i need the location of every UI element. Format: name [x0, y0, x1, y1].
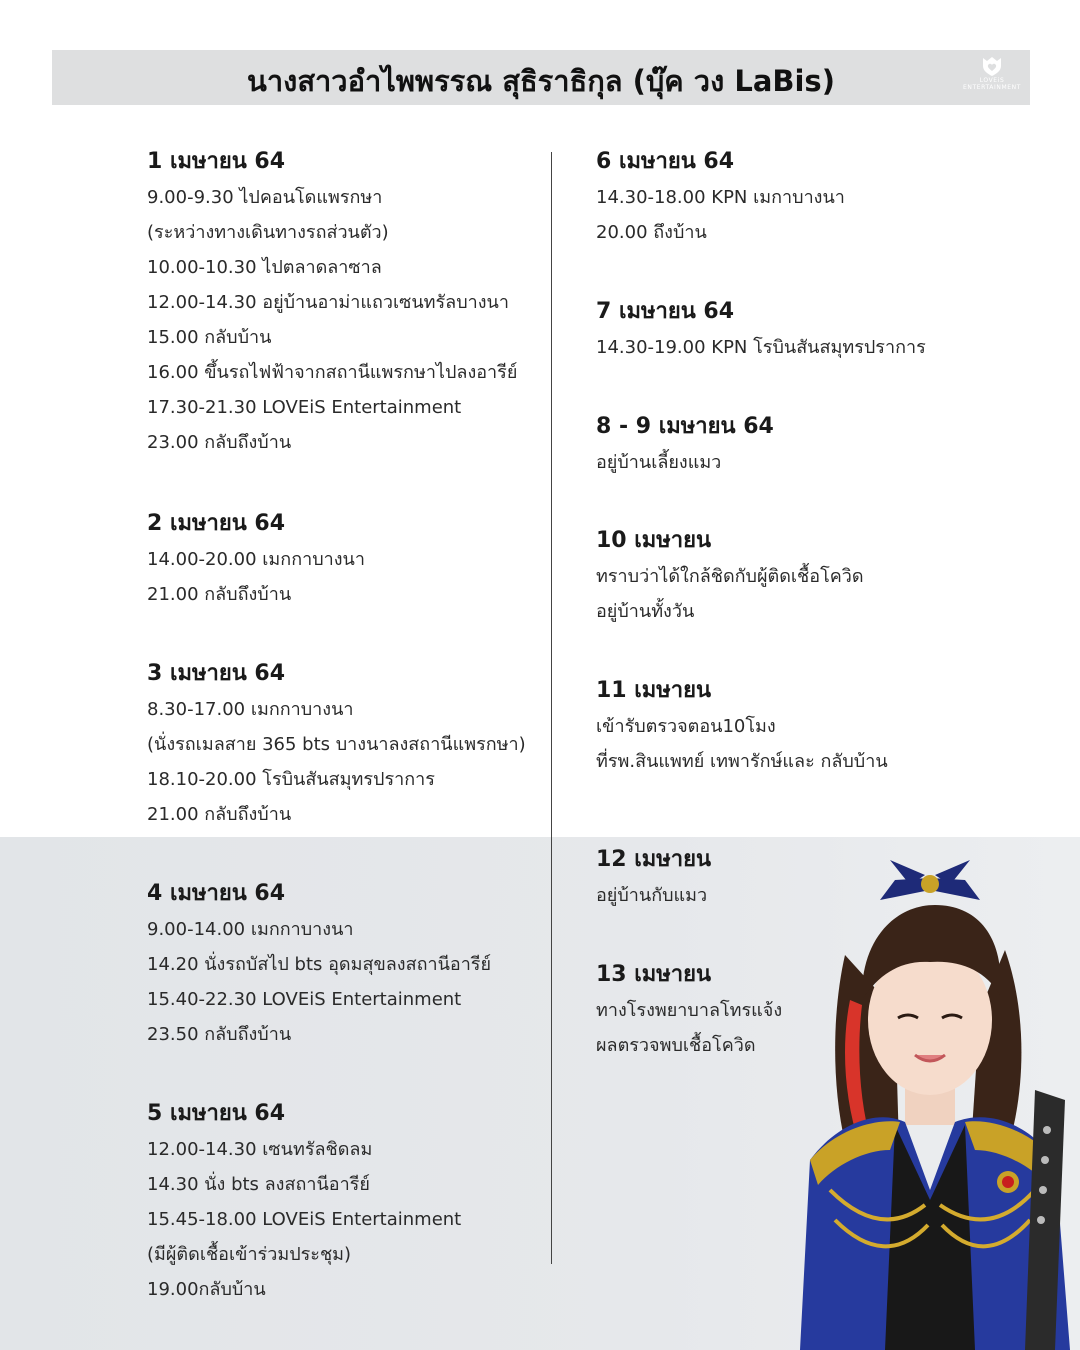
- schedule-day: [147, 1099, 461, 1307]
- activity-line: 10.00-10.30 ไปตลาดลาซาล: [147, 257, 382, 278]
- schedule-day: [596, 676, 888, 779]
- activity-line: (นั่งรถเมลสาย 365 bts บางนาลงสถานีแพรกษา): [147, 734, 526, 755]
- activity-line: 9.00-9.30 ไปคอนโดแพรกษา: [147, 187, 383, 208]
- loveis-logo: [958, 55, 1026, 101]
- day-date: 4 เมษายน 64: [147, 881, 286, 906]
- activity-line: (มีผู้ติดเชื้อเข้าร่วมประชุม): [147, 1244, 352, 1265]
- day-date: 3 เมษายน 64: [147, 661, 286, 686]
- activity-line: 9.00-14.00 เมกกาบางนา: [147, 919, 354, 940]
- page-title: นางสาวอำไพพรรณ สุธิราธิกุล (บุ๊ค วง LaBis): [247, 64, 835, 98]
- schedule-day: [596, 147, 845, 250]
- activity-line: 23.00 กลับถึงบ้าน: [147, 432, 292, 453]
- day-date: 7 เมษายน 64: [596, 299, 735, 324]
- activity-line: 21.00 กลับถึงบ้าน: [147, 584, 292, 605]
- activity-line: ที่รพ.สินแพทย์ เทพารักษ์และ กลับบ้าน: [596, 751, 888, 772]
- activity-line: 17.30-21.30 LOVEiS Entertainment: [147, 397, 462, 418]
- day-date: 1 เมษายน 64: [147, 149, 286, 174]
- schedule-day: [596, 526, 864, 629]
- column-divider: [551, 152, 552, 1264]
- day-date: 5 เมษายน 64: [147, 1101, 286, 1126]
- activity-line: ทางโรงพยาบาลโทรแจ้ง: [596, 1000, 783, 1021]
- schedule-day: [596, 412, 774, 480]
- schedule-day: [147, 509, 365, 612]
- logo-text-1: LOVEiS: [979, 77, 1005, 84]
- activity-line: 12.00-14.30 เซนทรัลชิดลม: [147, 1139, 373, 1160]
- activity-line: อยู่บ้านเลี้ยงแมว: [596, 452, 722, 473]
- activity-line: 14.00-20.00 เมกกาบางนา: [147, 549, 365, 570]
- activity-line: 18.10-20.00 โรบินสันสมุทรปราการ: [147, 769, 435, 790]
- day-date: 11 เมษายน: [596, 678, 712, 703]
- activity-line: 14.30-18.00 KPN เมกาบางนา: [596, 187, 845, 208]
- day-date: 13 เมษายน: [596, 962, 712, 987]
- schedule-day: [147, 147, 517, 460]
- activity-line: 14.30-19.00 KPN โรบินสันสมุทรปราการ: [596, 337, 926, 358]
- schedule-day: [596, 297, 926, 365]
- activity-line: 21.00 กลับถึงบ้าน: [147, 804, 292, 825]
- activity-line: 23.50 กลับถึงบ้าน: [147, 1024, 292, 1045]
- schedule-day: [147, 879, 491, 1052]
- activity-line: เข้ารับตรวจตอน10โมง: [596, 716, 776, 737]
- activity-line: 16.00 ขึ้นรถไฟฟ้าจากสถานีแพรกษาไปลงอารีย์: [147, 362, 518, 383]
- activity-line: ทราบว่าได้ใกล้ชิดกับผู้ติดเชื้อโควิด: [596, 566, 864, 587]
- schedule-day: [596, 845, 711, 913]
- day-date: 6 เมษายน 64: [596, 149, 735, 174]
- schedule-day: [147, 659, 526, 832]
- activity-line: 20.00 ถึงบ้าน: [596, 222, 707, 243]
- activity-line: 15.00 กลับบ้าน: [147, 327, 272, 348]
- portrait-photo: [790, 860, 1080, 1350]
- day-date: 10 เมษายน: [596, 528, 712, 553]
- logo-text-2: ENTERTAINMENT: [963, 84, 1021, 91]
- activity-line: 12.00-14.30 อยู่บ้านอาม่าแถวเซนทรัลบางนา: [147, 292, 509, 313]
- activity-line: 14.30 นั่ง bts ลงสถานีอารีย์: [147, 1174, 370, 1195]
- day-date: 12 เมษายน: [596, 847, 712, 872]
- heart-shield-icon: [981, 55, 1003, 77]
- activity-line: 19.00กลับบ้าน: [147, 1279, 266, 1300]
- activity-line: 15.40-22.30 LOVEiS Entertainment: [147, 989, 462, 1010]
- day-date: 8 - 9 เมษายน 64: [596, 414, 774, 439]
- schedule-day: [596, 960, 782, 1063]
- day-date: 2 เมษายน 64: [147, 511, 286, 536]
- activity-line: 14.20 นั่งรถบัสไป bts อุดมสุขลงสถานีอารีย์: [147, 954, 492, 975]
- activity-line: 15.45-18.00 LOVEiS Entertainment: [147, 1209, 462, 1230]
- activity-line: ผลตรวจพบเชื้อโควิด: [596, 1035, 756, 1056]
- activity-line: (ระหว่างทางเดินทางรถส่วนตัว): [147, 222, 389, 243]
- title-bar: [52, 50, 1030, 105]
- activity-line: อยู่บ้านทั้งวัน: [596, 601, 695, 622]
- activity-line: อยู่บ้านกับแมว: [596, 885, 708, 906]
- activity-line: 8.30-17.00 เมกกาบางนา: [147, 699, 354, 720]
